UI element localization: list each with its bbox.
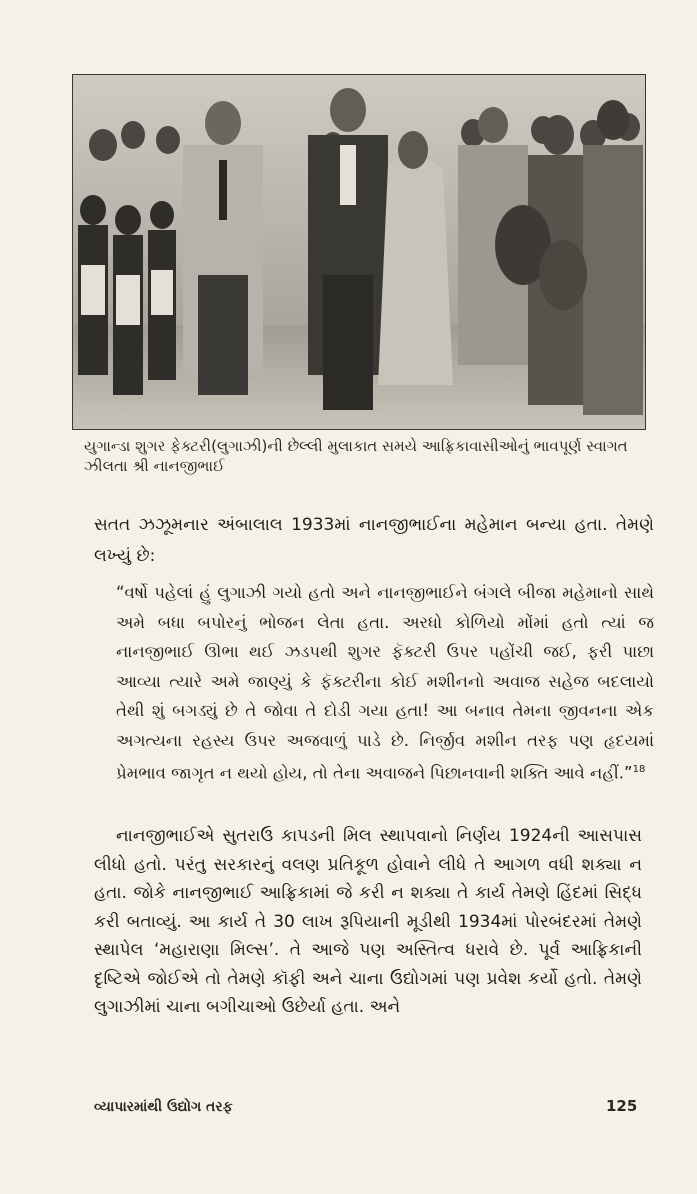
footnote-marker: 18 — [632, 764, 646, 775]
running-footer-title: વ્યાપારમાંથી ઉદ્યોગ તરફ — [94, 1099, 233, 1115]
photograph-icon — [73, 75, 645, 429]
photo-caption: યુગાન્ડા શુગર ફેક્ટરી(લુગાઝી)ની છેલ્લી મુલાકાત સમયે આફ્રિકાવાસીઓનું ભાવપૂર્ણ સ્વાગત ઝીલતા શ્રી નાનજીભાઈ — [84, 437, 628, 475]
body-paragraph: નાનજીભાઈએ સુતરાઉ કાપડની મિલ સ્થાપવાનો નિર્ણય 1924ની આસપાસ લીધો હતો. પરંતુ સરકારનું વલણ પ્રતિકૂળ હોવાને લીધે તે આગળ વધી શક્યા ન હતા. જોકે નાનજીભાઈ આફ્રિકામાં જે કરી ન શક્યા તે કાર્ય તેમણે હિંદમાં સિદ્ધ કરી બતાવ્યું. આ કાર્ય તે 30 લાખ રૂપિયાની મૂડીથી 1934માં પોરબંદરમાં તેમણે સ્થાપેલ ‘મહારાણા મિલ્સ’. તે આજે પણ અસ્તિત્વ ધરાવે છે. પૂર્વ આફ્રિકાની દૃષ્ટિએ જોઈએ તો તેમણે કૉફી અને ચાના ઉદ્યોગમાં પણ પ્રવેશ કર્યો હતો. તેમણે લુગાઝીમાં ચાના બગીચાઓ ઉછેર્યા હતા. અને — [94, 826, 642, 1017]
historical-photograph — [72, 74, 646, 430]
quotation-block — [116, 578, 654, 788]
intro-paragraph: સતત ઝઝૂમનાર અંબાલાલ 1933માં નાનજીભાઈના મહેમાન બન્યા હતા. તેમણે લખ્યું છે: — [94, 515, 654, 566]
page-number: 125 — [606, 1097, 638, 1115]
quotation-text: “વર્ષો પહેલાં હું લુગાઝી ગયો હતો અને નાનજીભાઈને બંગલે બીજા મહેમાનો સાથે અમે બધા બપોરનું ભોજન લેતા હતા. અરધો કોળિયો મોંમાં હતો ત્યાં જ નાનજીભાઈ ઊભા થઈ ઝડપથી શુગર ફૅક્ટરી ઉપર પહોંચી જઈ, ફરી પાછા આવ્યા ત્યારે અમે જાણ્યું કે ફૅક્ટરીના કોઈ મશીનનો અવાજ સહેજ બદલાયો તેથી શું બગડ્યું છે તે જોવા તે દોડી ગયા હતા! આ બનાવ તેમના જીવનના એક અગત્યના રહસ્ય ઉપર અજવાળું પાડે છે. નિર્જીવ મશીન તરફ પણ હૃદયમાં પ્રેમભાવ જાગૃત ન થયો હોય, તો તેના અવાજને પિછાનવાની શક્તિ આવે નહીં.” — [116, 583, 654, 783]
